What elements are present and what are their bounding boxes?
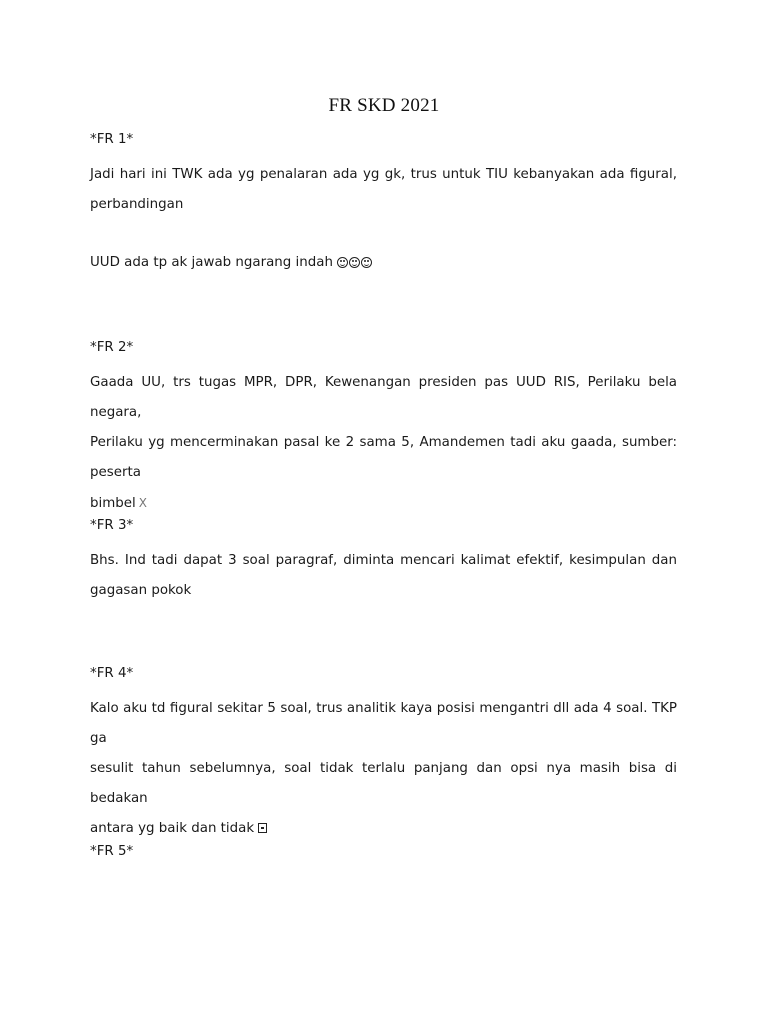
missing-glyph-box-icon	[258, 823, 267, 833]
section-paragraph	[90, 694, 677, 844]
section-heading: *FR 1*	[90, 132, 134, 147]
laughing-face-icon	[349, 257, 360, 268]
section-fr-1	[90, 130, 677, 280]
section-heading: *FR 4*	[90, 666, 134, 681]
section-fr-3	[90, 516, 677, 606]
paragraph-line: Perilaku yg mencerminakan pasal ke 2 sama 5, Amandemen tadi aku gaada, sumber: peserta	[90, 435, 677, 480]
paragraph-line	[90, 248, 677, 280]
section-fr-2	[90, 338, 677, 519]
section-heading: *FR 2*	[90, 340, 134, 355]
laughing-face-icon	[337, 257, 348, 268]
paragraph-text: antara yg baik dan tidak	[90, 821, 255, 836]
paragraph-line: perbandingan	[90, 197, 184, 212]
paragraph-line	[90, 814, 677, 844]
paragraph-line: Jadi hari ini TWK ada yg penalaran ada yg gk, trus untuk TIU kebanyakan ada figural,	[90, 167, 677, 182]
paragraph-text: UUD ada tp ak jawab ngarang indah	[90, 255, 333, 270]
section-fr-5	[90, 842, 677, 862]
section-paragraph	[90, 248, 677, 280]
paragraph-line: sesulit tahun sebelumnya, soal tidak terlalu panjang dan opsi nya masih bisa di bedakan	[90, 761, 677, 806]
section-paragraph	[90, 546, 677, 606]
laughing-face-icon	[361, 257, 372, 268]
section-fr-4	[90, 664, 677, 844]
cross-mark-icon: X	[138, 496, 147, 510]
paragraph-text: bimbel	[90, 496, 136, 511]
paragraph-line: Kalo aku td figural sekitar 5 soal, trus analitik kaya posisi mengantri dll ada 4 soal. TKP ga	[90, 701, 677, 746]
paragraph-line: gagasan pokok	[90, 583, 192, 598]
section-heading: *FR 3*	[90, 518, 134, 533]
emoji-group	[337, 250, 373, 280]
section-paragraph	[90, 160, 677, 220]
page-title: FR SKD 2021	[328, 95, 440, 116]
section-heading: *FR 5*	[90, 844, 134, 859]
section-paragraph	[90, 368, 677, 519]
paragraph-line: Gaada UU, trs tugas MPR, DPR, Kewenangan presiden pas UUD RIS, Perilaku bela negara,	[90, 375, 677, 420]
paragraph-line: Bhs. Ind tadi dapat 3 soal paragraf, diminta mencari kalimat efektif, kesimpulan dan	[90, 553, 677, 568]
paragraph-line	[90, 488, 677, 519]
